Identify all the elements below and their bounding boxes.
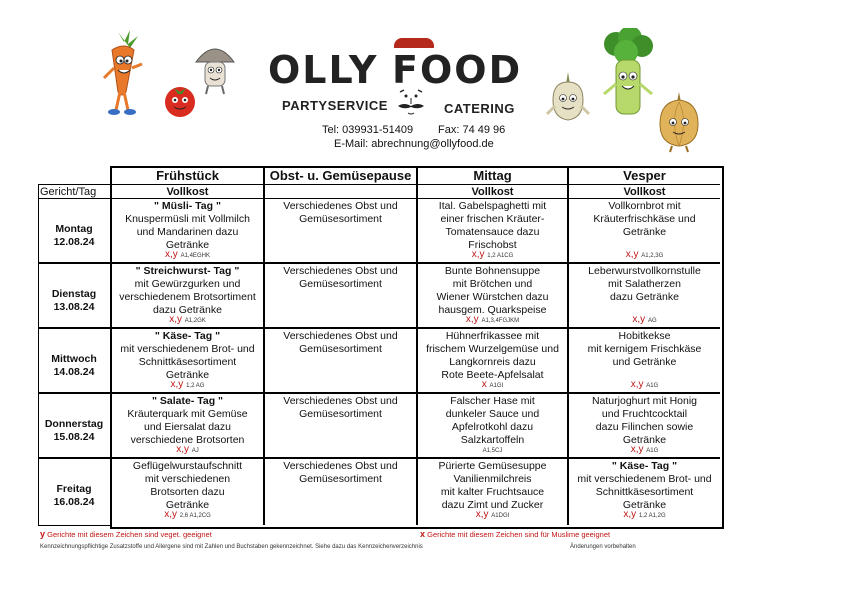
menu-line: frischem Wurzelgemüse und [426,343,559,355]
column-header-mittag: Mittag [473,168,512,183]
menu-line: Verschiedenes Obst und [283,395,398,407]
menu-cell-obst [265,265,416,291]
day-name: Donnerstag [44,418,104,430]
row-divider [38,457,720,459]
menu-line: Verschiedenes Obst und [283,265,398,277]
allergen-code [112,444,263,455]
menu-theme-title: " Salate- Tag " [151,395,224,407]
day-date: 12.08.24 [53,236,95,248]
row-divider [38,525,110,526]
contact-tel: Tel: 039931-51409 [322,124,414,136]
chef-hat-icon [394,38,434,48]
legend-muslim [420,529,610,539]
allergen-code [418,444,567,455]
menu-line: Langkornreis dazu [449,356,536,368]
broccoli-mascot-icon [600,28,656,124]
menu-cell-fruehstueck [112,200,263,252]
suitability-marks: x,y [465,314,479,325]
menu-line: dazu Getränke [610,291,679,303]
menu-line: Gemüsesortiment [299,408,382,420]
menu-line: Geflügelwurstaufschnitt [132,460,243,472]
menu-line: mit verschiedenem Brot- und [577,473,712,485]
menu-line: Salzkartoffeln [460,434,525,446]
suitability-marks: x [481,379,487,390]
column-header-obst: Obst- u. Gemüsepause [269,168,412,183]
menu-line: Getränke [622,226,667,238]
menu-line: dunkeler Sauce und [445,408,540,420]
allergen-codes: A1,4EGHK [180,253,210,259]
allergen-code [112,249,263,260]
menu-cell-obst [265,395,416,421]
allergen-codes: AG [647,318,657,324]
menu-line: mit Gewürzgurken und [134,278,241,290]
suitability-marks: x,y [623,509,637,520]
suitability-marks: x,y [471,249,485,260]
day-label [38,418,110,444]
menu-line: und Fruchtcocktail [601,408,688,420]
allergen-codes: A1,3,4FGJKM [481,318,520,324]
menu-line: und Eiersalat dazu [144,421,231,433]
allergen-code [569,509,720,520]
day-date: 16.08.24 [53,496,95,508]
menu-line: Getränke [165,239,210,251]
brand-name-right: FOOD [392,48,523,92]
allergen-codes: A1,2,3G [641,253,664,259]
legend-y-text: Gerichte mit diesem Zeichen sind veget. geeignet [47,530,212,539]
menu-cell-fruehstueck [112,460,263,512]
menu-line: Brotsorten dazu [150,486,225,498]
kost-label-mittag: Vollkost [471,186,514,198]
menu-cell-obst [265,460,416,486]
menu-line: Gemüsesortiment [299,213,382,225]
menu-cell-fruehstueck [112,395,263,447]
menu-line: Verschiedenes Obst und [283,460,398,472]
menu-line: Getränke [165,499,210,511]
menu-line: und Mandarinen dazu [136,226,239,238]
allergen-codes: 2,6 A1,2CG [179,513,211,519]
menu-line: Vanilienmilchreis [453,473,532,485]
menu-cell-mittag [418,395,567,447]
menu-line: dazu Zimt und Zucker [441,499,544,511]
day-date: 14.08.24 [53,366,95,378]
allergen-code [418,249,567,260]
menu-line: Pürierte Gemüsesuppe [438,460,547,472]
day-name: Montag [55,223,93,235]
column-header-fruehstueck: Frühstück [156,168,219,183]
menu-line: verschiedene Brotsorten [130,434,245,446]
row-header-label: Gericht/Tag [40,186,97,198]
day-label [38,288,110,314]
menu-cell-fruehstueck [112,265,263,317]
menu-cell-fruehstueck [112,330,263,382]
allergen-code [418,379,567,390]
menu-line: Getränke [165,369,210,381]
menu-line: einer frischen Kräuter- [440,213,545,225]
brand-sub-right: CATERING [444,101,515,116]
column-header-vesper: Vesper [623,168,666,183]
day-name: Mittwoch [51,353,97,365]
allergen-codes: A1,2GK [184,318,206,324]
day-date: 15.08.24 [53,431,95,443]
menu-theme-title: " Käse- Tag " [154,330,221,342]
suitability-marks: x,y [475,509,489,520]
menu-line: Getränke [622,499,667,511]
allergen-codes: 1,2 A1,2G [638,513,666,519]
suitability-marks: x,y [169,314,182,325]
allergen-code [569,249,720,260]
menu-cell-vesper [569,395,720,447]
menu-line: Verschiedenes Obst und [283,330,398,342]
menu-cell-vesper [569,265,720,304]
brand-sub-left: PARTYSERVICE [282,98,388,113]
menu-line: mit verschiedenen [144,473,231,485]
row-divider [38,262,720,264]
menu-line: Apfelrotkohl dazu [451,421,534,433]
allergen-codes: A1G [646,448,659,454]
day-name: Dienstag [51,288,97,300]
contact-fax: Fax: 74 49 96 [438,124,506,136]
menu-cell-vesper [569,200,720,239]
menu-line: hausgem. Quarkspeise [438,304,547,316]
menu-line: Gemüsesortiment [299,343,382,355]
allergen-codes: 1,2 A1CG [487,253,514,259]
allergen-codes: A1G [646,383,659,389]
menu-cell-mittag [418,200,567,252]
menu-cell-vesper [569,460,720,512]
kost-label-fruehstueck: Vollkost [166,186,209,198]
allergen-codes: A1GI [489,383,504,389]
allergen-code [112,379,263,390]
menu-theme-title: " Müsli- Tag " [154,200,221,212]
carrot-mascot-icon [98,28,146,118]
menu-theme-title: " Streichwurst- Tag " [135,265,240,277]
legend-y-mark: y [40,529,46,539]
menu-line: Hobitkekse [618,330,671,342]
suitability-marks: x,y [630,379,644,390]
menu-cell-obst [265,200,416,226]
suitability-marks: x,y [164,509,177,520]
allergen-codes: A1,5CJ [482,448,503,454]
menu-line: Kräuterfrischkäse und [593,213,696,225]
menu-line: Gemüsesortiment [299,278,382,290]
menu-cell-mittag [418,460,567,512]
allergen-codes: AJ [191,448,199,454]
menu-line: Ital. Gabelspaghetti mit [438,200,547,212]
menu-line: Kräuterquark mit Gemüse [127,408,248,420]
day-name: Freitag [56,483,92,495]
legend-x-mark: x [420,529,426,539]
suitability-marks: x,y [630,444,644,455]
allergen-code [569,314,720,325]
mushroom-mascot-icon [194,40,236,96]
row-divider [38,184,720,185]
menu-line: mit verschiedenem Brot- und [120,343,255,355]
allergen-codes: 1,2 AG [186,383,205,389]
day-label [38,483,110,509]
onion-mascot-icon [654,90,704,154]
suitability-marks: x,y [632,314,646,325]
menu-line: und Getränke [612,356,677,368]
day-label [38,223,110,249]
menu-line: Tomatensauce dazu [445,226,540,238]
menu-line: mit kernigem Frischkäse [587,343,702,355]
allergen-code [569,444,720,455]
allergen-code [112,314,263,325]
menu-cell-mittag [418,330,567,382]
menu-line: Leberwurstvollkornstulle [588,265,701,277]
menu-line: dazu Filinchen sowie [595,421,694,433]
suitability-marks: x,y [625,249,639,260]
menu-line: Getränke [622,434,667,446]
menu-line: mit Salatherzen [608,278,681,290]
allergen-code [569,379,720,390]
suitability-marks: x,y [170,379,184,390]
menu-line: Frischobst [468,239,517,251]
allergen-code [418,314,567,325]
menu-theme-title: " Käse- Tag " [611,460,678,472]
mustache-face-icon [396,88,426,120]
suitability-marks: x,y [176,444,189,455]
brand-name-left: OLLY [268,48,379,92]
menu-line: Vollkornbrot mit [608,200,681,212]
menu-line: Rote Beete-Apfelsalat [441,369,544,381]
day-date: 13.08.24 [53,301,95,313]
menu-line: Verschiedenes Obst und [283,200,398,212]
menu-line: mit kalter Fruchtsauce [440,486,545,498]
menu-line: mit Brötchen und [452,278,533,290]
garlic-mascot-icon [545,70,591,126]
day-label [38,353,110,379]
allergen-code [418,509,567,520]
menu-line: Wiener Würstchen dazu [436,291,549,303]
menu-line: Knuspermüsli mit Vollmilch [125,213,250,225]
menu-line: Gemüsesortiment [299,473,382,485]
changes-note: Änderungen vorbehalten [570,544,636,550]
menu-line: Schnittkäsesortiment [595,486,694,498]
menu-cell-vesper [569,330,720,369]
suitability-marks: x,y [165,249,178,260]
row-divider [38,327,720,329]
allergen-codes: A1DGI [491,513,510,519]
menu-line: Schnittkäsesortiment [138,356,237,368]
allergen-note: Kennzeichnungspflichtige Zusatzstoffe und Allergene sind mit Zahlen und Buchstaben gekennzeichnet. Siehe dazu das Kennzeichenverzeichnis [40,544,423,550]
menu-line: Bunte Bohnensuppe [444,265,541,277]
row-divider [38,198,720,199]
kost-label-vesper: Vollkost [623,186,666,198]
contact-email: E-Mail: abrechnung@ollyfood.de [334,138,494,150]
allergen-code [112,509,263,520]
legend-vegetarian [40,529,212,539]
menu-line: Falscher Hase mit [450,395,535,407]
row-divider [38,392,720,394]
menu-line: verschiedenem Brotsortiment [119,291,256,303]
menu-line: Hühnerfrikassee mit [445,330,540,342]
menu-line: Naturjoghurt mit Honig [591,395,698,407]
legend-x-text: Gerichte mit diesem Zeichen sind für Muslime geeignet [427,530,611,539]
menu-line: dazu Getränke [153,304,222,316]
menu-cell-mittag [418,265,567,317]
menu-cell-obst [265,330,416,356]
